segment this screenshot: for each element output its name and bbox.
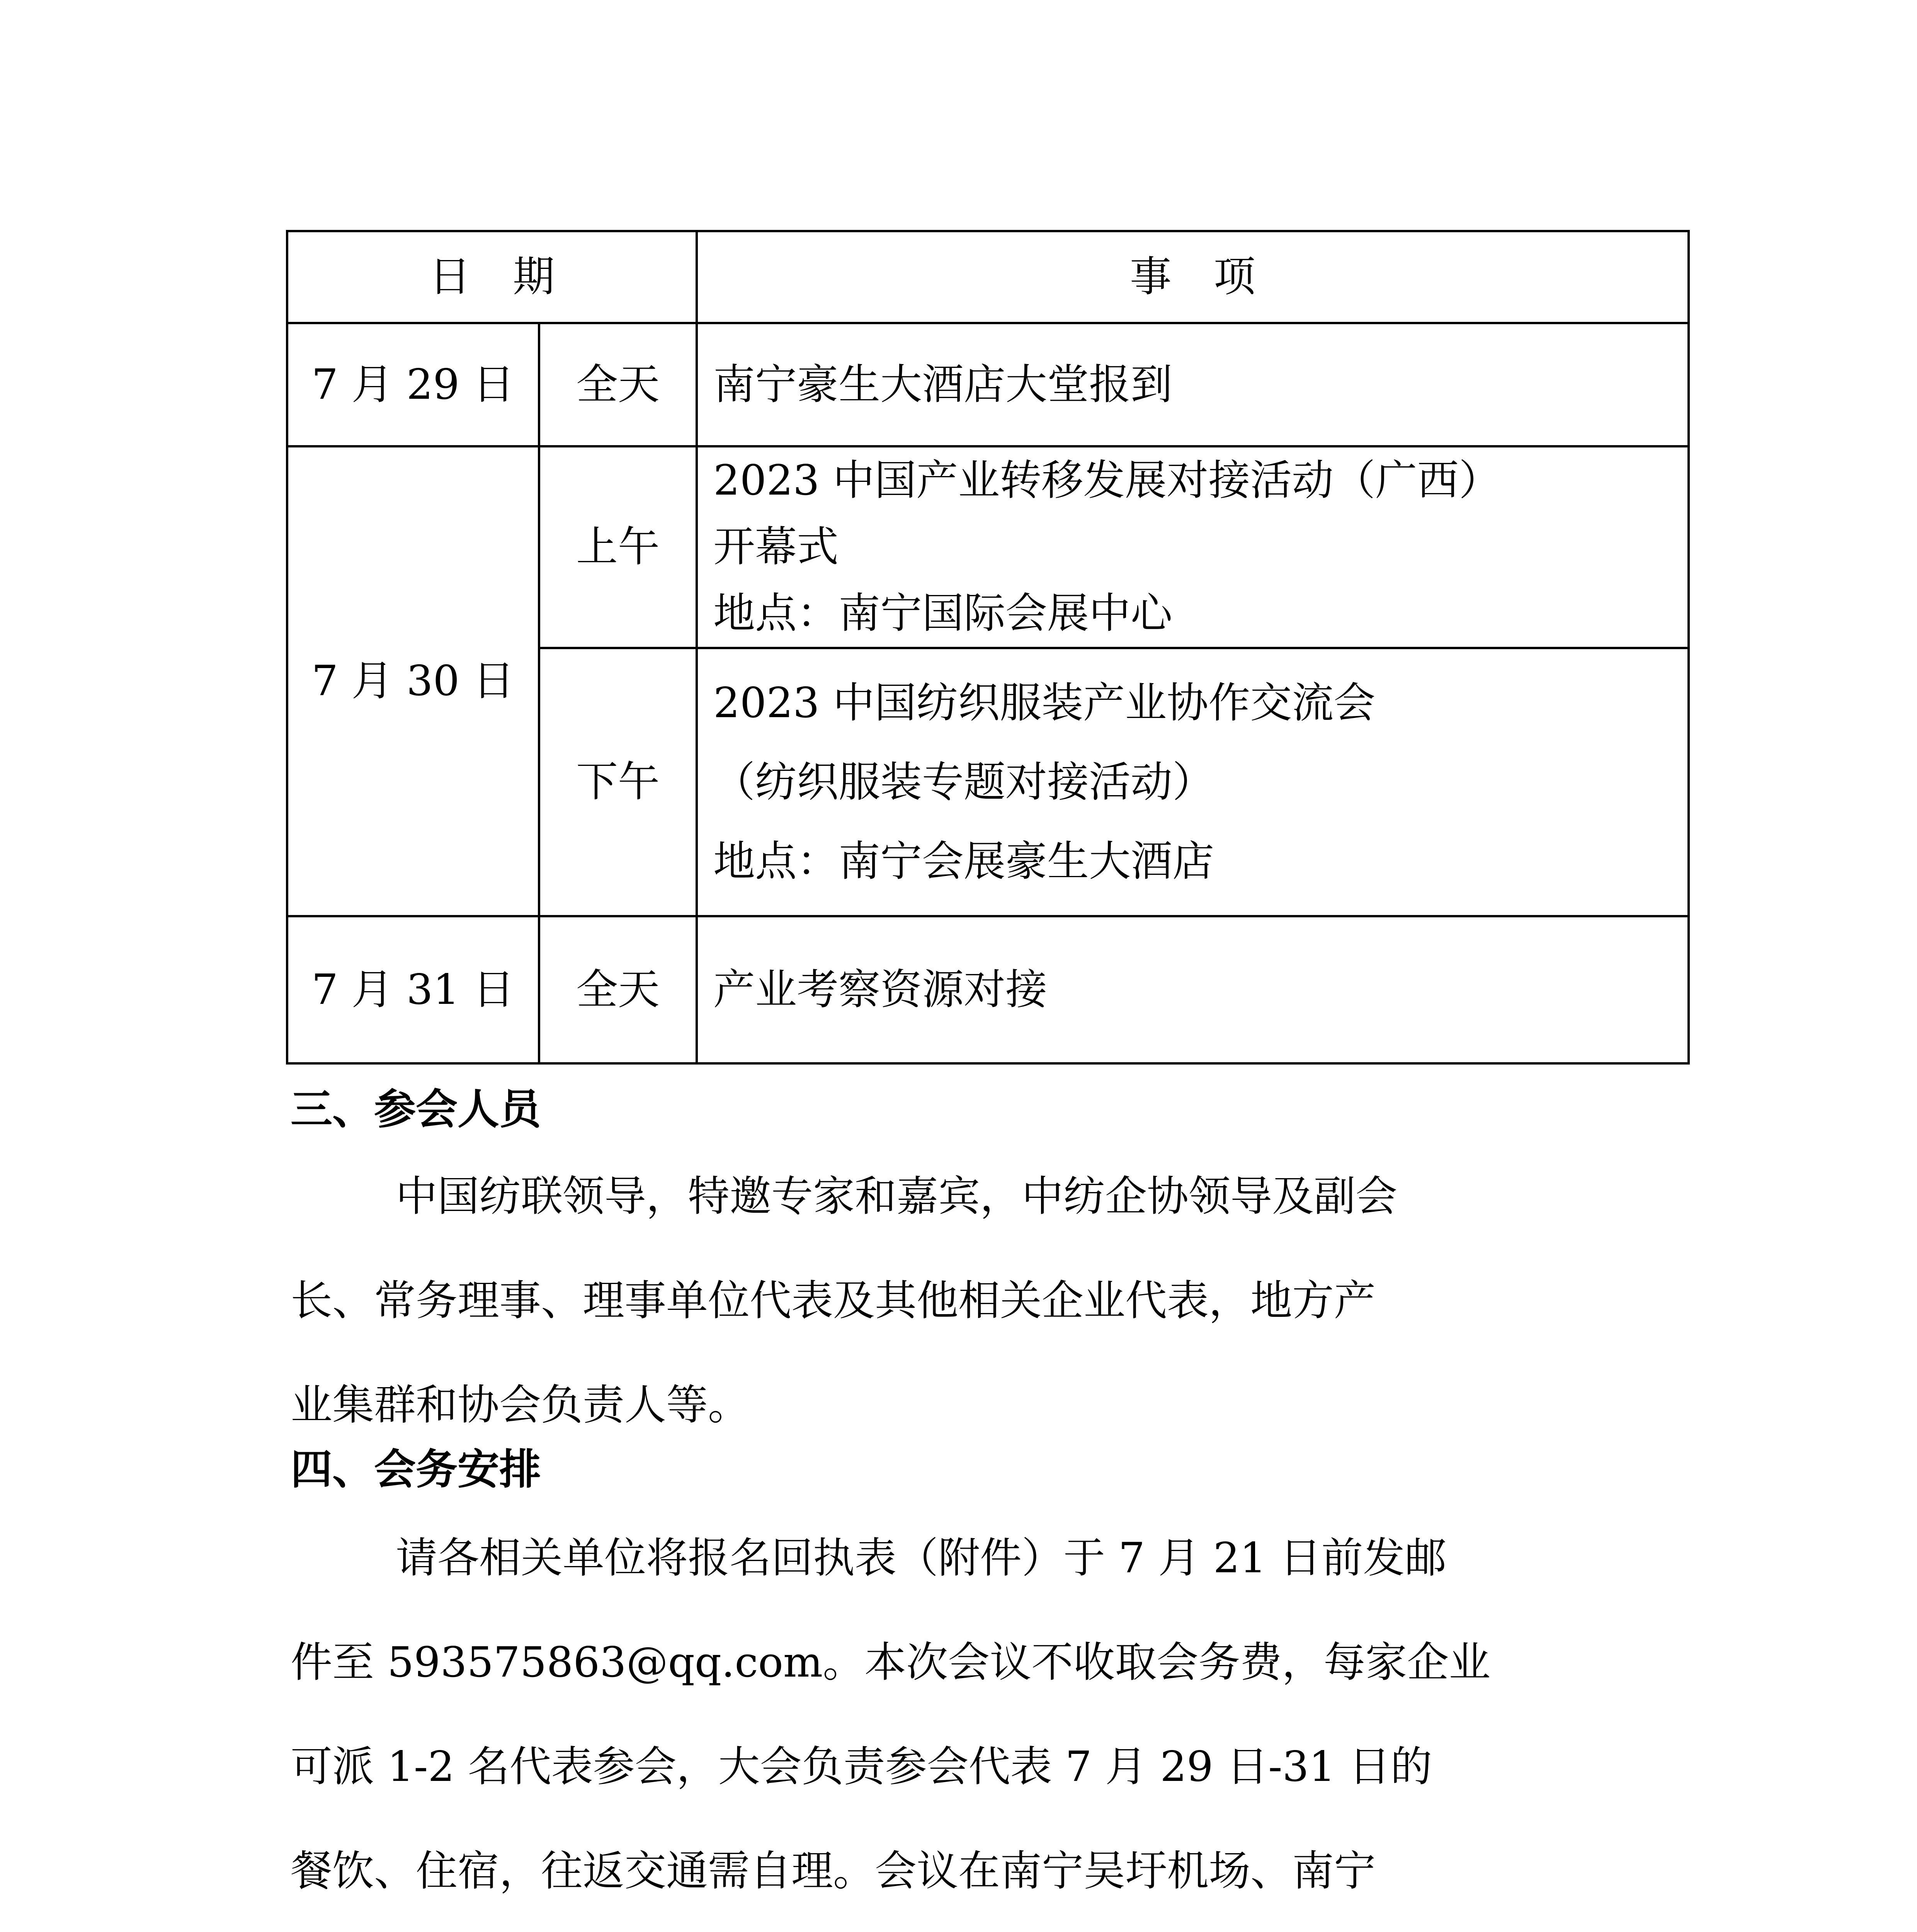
row-item xyxy=(697,446,1689,648)
row-date: 7 月 31 日 xyxy=(287,916,539,1063)
section-heading: 三、参会人员 xyxy=(291,1085,541,1134)
row-item xyxy=(697,323,1689,446)
row-time: 全天 xyxy=(539,916,697,1063)
header-date: 日 期 xyxy=(287,231,697,323)
table-row xyxy=(287,446,1689,648)
row-item-line: 地点：南宁国际会展中心 xyxy=(713,589,1173,638)
row-time: 上午 xyxy=(539,446,697,648)
row-item-line: 2023 中国产业转移发展对接活动（广西） xyxy=(713,456,1501,505)
paragraph-line xyxy=(291,1923,1631,1932)
table-row xyxy=(287,916,1689,1063)
row-date: 7 月 29 日 xyxy=(287,323,539,446)
table-row xyxy=(287,323,1689,446)
row-item-line: 地点：南宁会展豪生大酒店 xyxy=(713,837,1214,886)
row-time: 下午 xyxy=(539,648,697,916)
row-item xyxy=(697,916,1689,1063)
section-heading: 四、会务安排 xyxy=(291,1446,541,1494)
table-header-row xyxy=(287,231,1689,323)
paragraph-line: 可派 1-2 名代表参会，大会负责参会代表 7 月 29 日-31 日的 xyxy=(291,1743,1432,1791)
section-paragraph xyxy=(291,1506,1631,1932)
row-item-line: 2023 中国纺织服装产业协作交流会 xyxy=(713,679,1376,727)
section-paragraph xyxy=(291,1145,1631,1458)
header-item: 事 项 xyxy=(697,231,1689,323)
row-item xyxy=(697,648,1689,916)
row-time: 全天 xyxy=(539,323,697,446)
schedule-table xyxy=(286,230,1690,1065)
row-date: 7 月 30 日 xyxy=(287,446,539,916)
paragraph-line: 业集群和协会负责人等。 xyxy=(291,1381,750,1429)
paragraph-line: 件至 593575863@qq.com。本次会议不收取会务费，每家企业 xyxy=(291,1638,1491,1687)
paragraph-line: 中国纺联领导，特邀专家和嘉宾，中纺企协领导及副会 xyxy=(396,1172,1398,1221)
row-item-line: （纺织服装专题对接活动） xyxy=(713,758,1214,806)
paragraph-line: 长、常务理事、理事单位代表及其他相关企业代表，地方产 xyxy=(291,1277,1376,1325)
row-item-line: 南宁豪生大酒店大堂报到 xyxy=(713,360,1173,409)
row-item-line: 开幕式 xyxy=(713,523,839,571)
row-item-line: 产业考察资源对接 xyxy=(713,965,1048,1014)
paragraph-line: 请各相关单位将报名回执表（附件）于 7 月 21 日前发邮 xyxy=(396,1534,1447,1582)
paragraph-line: 餐饮、住宿，往返交通需自理。会议在南宁吴圩机场、南宁 xyxy=(291,1847,1376,1895)
